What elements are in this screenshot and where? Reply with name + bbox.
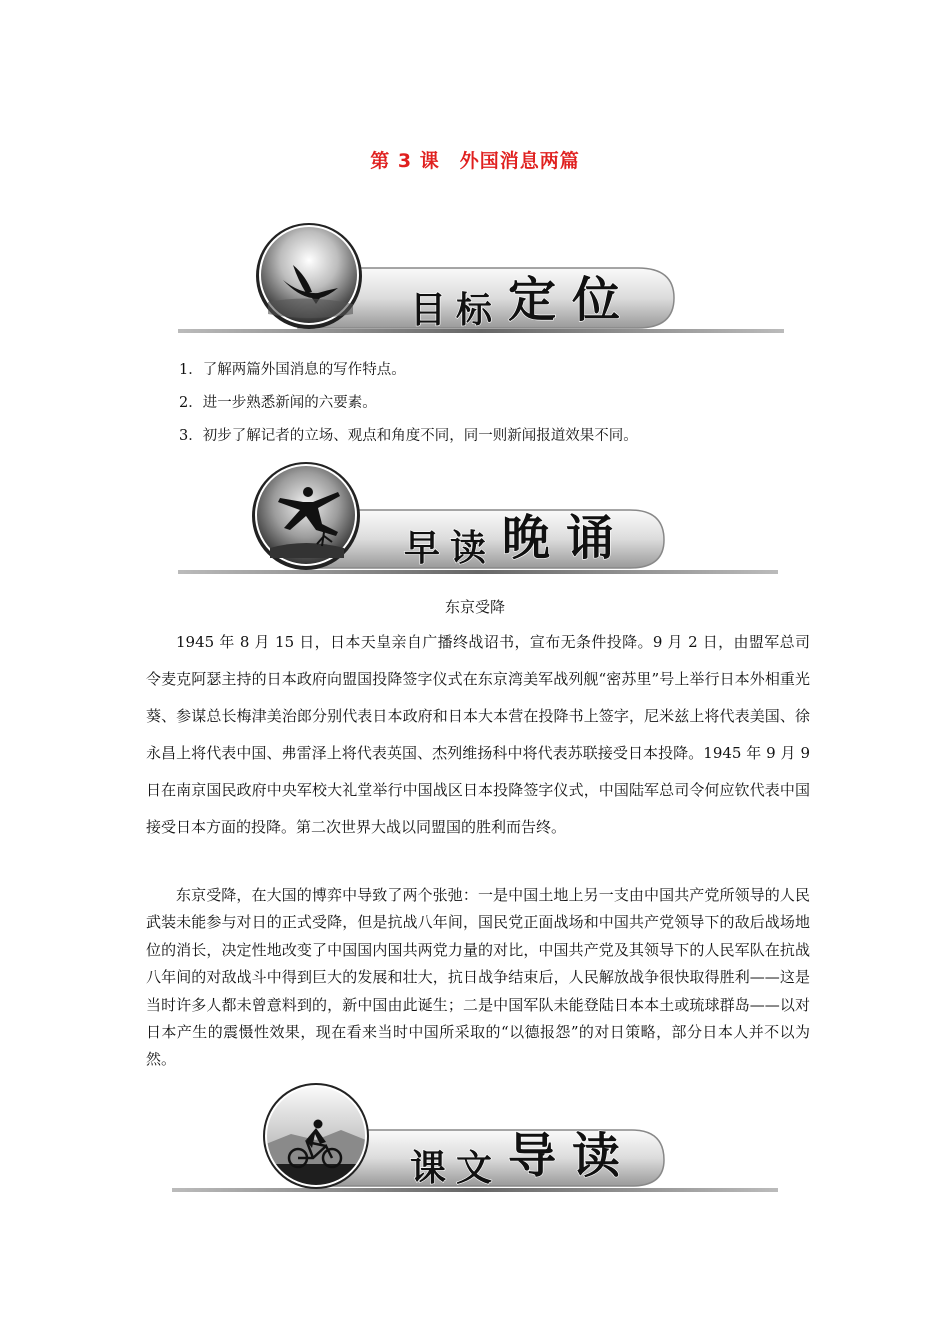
page-title: 第 3 课 外国消息两篇 [370,150,580,172]
banner-char: 课 [410,1148,447,1189]
banner-char: 晚 [502,510,551,566]
banner-char: 早 [404,528,441,569]
banner-char: 诵 [566,510,615,566]
banner-char: 读 [450,528,487,569]
goals-list [179,354,819,453]
banner-char: 位 [572,272,621,328]
banner-char: 标 [456,290,493,331]
banner-char: 导 [508,1128,557,1184]
article-title: 东京受降 [444,598,505,616]
banner-char: 定 [508,272,557,328]
goal-item: 1．了解两篇外国消息的写作特点。 [179,362,406,378]
section-banner-guide [166,1076,782,1198]
section-banner-reading [172,458,782,580]
banner-char: 读 [572,1128,621,1184]
banner-char: 文 [456,1148,493,1189]
goal-item: 2．进一步熟悉新闻的六要素。 [179,395,377,411]
article-paragraph: 东京受降，在大国的博弈中导致了两个张弛：一是中国土地上另一支由中国共产党所领导的人民武装未能参与对日的正式受降，但是抗战八年间，国民党正面战场和中国共产党领导下的敌后战场地位的消长，决定性地改变了中国国内国共两党力量的对比，中国共产党及其领导下的人民军队在抗战八年间的对敌战斗中得到巨大的发展和壮大，抗日战争结束后，人民解放战争很快取得胜利——这是当时许多人都未曾意料到的，新中国由此诞生；二是中国军队未能登陆日本本土或琉球群岛——以对日本产生的震慑性效果，现在看来当时中国所采取的“以德报怨”的对日策略，部分日本人并不以为然。 [146,886,810,1069]
article-paragraph: 1945 年 8 月 15 日，日本天皇亲自广播终战诏书，宣布无条件投降。9 月 2 日，由盟军总司令麦克阿瑟主持的日本政府向盟国投降签字仪式在东京湾美军战列舰“密苏里”号上举行日本外相重光葵、参谋总长梅津美治郎分别代表日本政府和日本大本营在投降书上签字，尼米兹上将代表美国、徐永昌上将代表中国、弗雷泽上将代表英国、杰列维扬科中将代表苏联接受日本投降。1945 年 9 月 9 日在南京国民政府中央军校大礼堂举行中国战区日本投降签字仪式，中国陆军总司令何应钦代表中国接受日本方面的投降。第二次世界大战以同盟国的胜利而告终。 [146,633,810,836]
banner-char: 目 [410,290,447,331]
goal-item: 3．初步了解记者的立场、观点和角度不同，同一则新闻报道效果不同。 [179,428,638,444]
section-banner-goals [178,218,788,340]
